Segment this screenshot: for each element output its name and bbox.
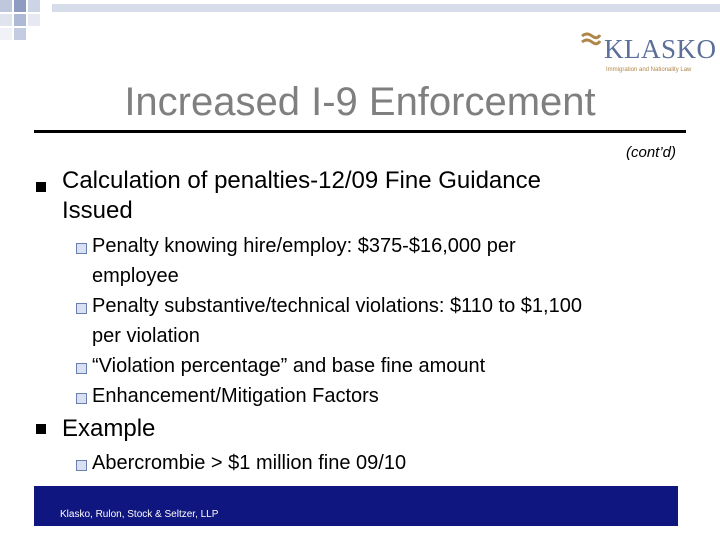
klasko-logo xyxy=(580,26,717,78)
subbullet-text: Penalty substantive/technical violations: $110 to $1,100 xyxy=(92,295,582,317)
square-bullet-icon xyxy=(36,424,46,434)
checkbox-bullet-icon xyxy=(76,363,87,374)
bullet-text: Issued xyxy=(62,197,133,224)
subbullet-text: Abercrombie > $1 million fine 09/10 xyxy=(92,452,407,474)
square-bullet-icon xyxy=(36,182,46,192)
checkbox-bullet-icon xyxy=(76,303,87,314)
logo-wave-icon xyxy=(580,30,602,52)
footer-firm-name: Klasko, Rulon, Stock & Seltzer, LLP xyxy=(60,509,219,520)
bullet-text: Calculation of penalties-12/09 Fine Guidance xyxy=(62,167,541,194)
subbullet-text: per violation xyxy=(92,325,200,347)
logo-tagline: Immigration and Nationality Law xyxy=(606,67,692,73)
subbullet-text: “Violation percentage” and base fine amount xyxy=(92,355,486,377)
continued-label: (cont’d) xyxy=(626,144,677,161)
subbullet-text: Penalty knowing hire/employ: $375-$16,000 per xyxy=(92,235,516,257)
slide-title: Increased I-9 Enforcement xyxy=(124,80,596,124)
logo-name: KLASKO xyxy=(604,34,717,64)
bullet-text: Example xyxy=(62,415,156,442)
footer-bar xyxy=(34,486,678,526)
checkbox-bullet-icon xyxy=(76,393,87,404)
subbullet-text: Enhancement/Mitigation Factors xyxy=(92,385,379,407)
checkbox-bullet-icon xyxy=(76,460,87,471)
checkbox-bullet-icon xyxy=(76,243,87,254)
title-divider xyxy=(34,130,686,133)
subbullet-text: employee xyxy=(92,265,179,287)
